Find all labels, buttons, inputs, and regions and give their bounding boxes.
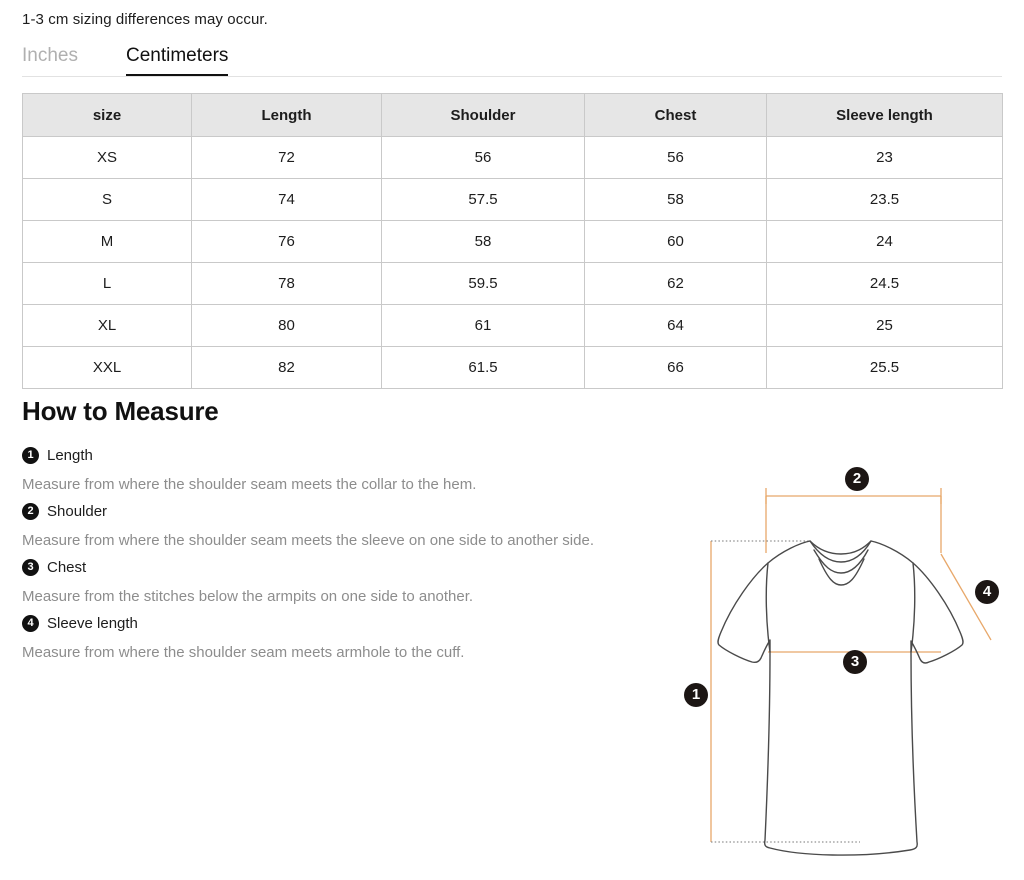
measure-step-chest [22, 556, 642, 607]
step-header [22, 444, 642, 466]
column-header-size: size [23, 94, 192, 137]
cell-length: 78 [192, 263, 382, 305]
cell-sleeve-length: 23 [767, 137, 1003, 179]
measure-step-sleeve-length [22, 612, 642, 663]
cell-shoulder: 57.5 [382, 179, 585, 221]
step-header [22, 612, 642, 634]
cell-shoulder: 59.5 [382, 263, 585, 305]
column-header-shoulder: Shoulder [382, 94, 585, 137]
cell-shoulder: 61.5 [382, 347, 585, 389]
column-header-length: Length [192, 94, 382, 137]
diagram-marker-3-icon: 3 [843, 650, 867, 674]
shirt-body-outline [718, 541, 963, 855]
table-row [23, 137, 1003, 179]
measure-steps-list [22, 444, 642, 668]
step-label: Chest [47, 558, 87, 576]
cell-length: 76 [192, 221, 382, 263]
diagram-marker-2-icon: 2 [845, 467, 869, 491]
cell-length: 82 [192, 347, 382, 389]
step-header [22, 556, 642, 578]
column-header-chest: Chest [585, 94, 767, 137]
cell-shoulder: 61 [382, 305, 585, 347]
number-3-icon: 3 [22, 559, 39, 576]
cell-length: 74 [192, 179, 382, 221]
size-chart-table [22, 93, 1003, 389]
cell-chest: 58 [585, 179, 767, 221]
table-row [23, 347, 1003, 389]
table-row [23, 221, 1003, 263]
measure-step-length [22, 444, 642, 495]
step-label: Sleeve length [47, 614, 138, 632]
cell-chest: 64 [585, 305, 767, 347]
table-row [23, 305, 1003, 347]
number-4-icon: 4 [22, 615, 39, 632]
cell-sleeve-length: 24 [767, 221, 1003, 263]
cell-size: L [23, 263, 192, 305]
step-label: Length [47, 446, 93, 464]
step-description: Measure from the stitches below the armpits on one side to another. [22, 588, 474, 605]
tshirt-measurement-diagram [660, 455, 1020, 865]
column-header-sleeve-length: Sleeve length [767, 94, 1003, 137]
unit-tabs [22, 42, 1002, 77]
cell-chest: 62 [585, 263, 767, 305]
step-description: Measure from where the shoulder seam meets the sleeve on one side to another side. [22, 532, 594, 549]
cell-chest: 56 [585, 137, 767, 179]
tab-inches[interactable]: Inches [22, 42, 78, 75]
cell-size: M [23, 221, 192, 263]
diagram-marker-4-icon: 4 [975, 580, 999, 604]
number-1-icon: 1 [22, 447, 39, 464]
tab-centimeters[interactable]: Centimeters [126, 42, 228, 75]
step-label: Shoulder [47, 502, 108, 520]
number-2-icon: 2 [22, 503, 39, 520]
cell-chest: 60 [585, 221, 767, 263]
cell-sleeve-length: 24.5 [767, 263, 1003, 305]
cell-sleeve-length: 23.5 [767, 179, 1003, 221]
step-description: Measure from where the shoulder seam meets armhole to the cuff. [22, 644, 465, 661]
sizing-note: 1-3 cm sizing differences may occur. [22, 11, 268, 28]
cell-sleeve-length: 25 [767, 305, 1003, 347]
cell-size: XL [23, 305, 192, 347]
step-description: Measure from where the shoulder seam meets the collar to the hem. [22, 476, 477, 493]
cell-length: 72 [192, 137, 382, 179]
how-to-measure-title: How to Measure [22, 396, 219, 426]
tshirt-illustration-svg [660, 455, 1020, 865]
table-header-row [23, 94, 1003, 137]
table-row [23, 179, 1003, 221]
measure-step-shoulder [22, 500, 642, 551]
cell-shoulder: 58 [382, 221, 585, 263]
cell-size: XS [23, 137, 192, 179]
cell-length: 80 [192, 305, 382, 347]
cell-chest: 66 [585, 347, 767, 389]
cell-size: XXL [23, 347, 192, 389]
table-row [23, 263, 1003, 305]
cell-size: S [23, 179, 192, 221]
step-header [22, 500, 642, 522]
cell-shoulder: 56 [382, 137, 585, 179]
diagram-marker-1-icon: 1 [684, 683, 708, 707]
cell-sleeve-length: 25.5 [767, 347, 1003, 389]
